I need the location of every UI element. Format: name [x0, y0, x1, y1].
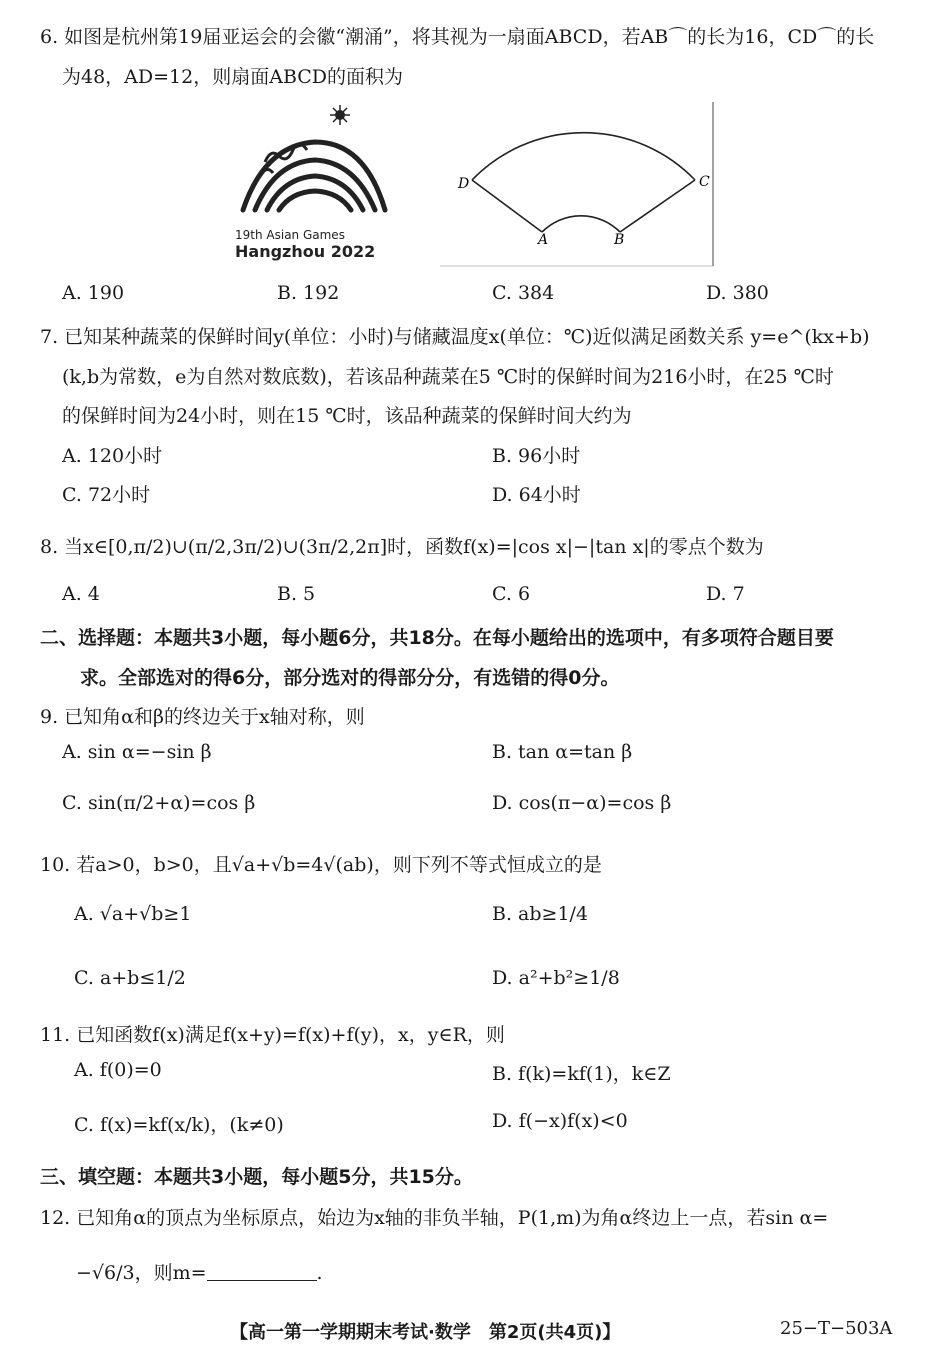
q11-option-b: B. f(k)=kf(1)，k∈Z: [492, 1063, 671, 1085]
section3-heading: 三、填空题：本题共3小题，每小题5分，共15分。: [40, 1166, 473, 1188]
fan-label-a: A: [538, 232, 549, 248]
q12-answer-blank[interactable]: [207, 1280, 317, 1281]
q9-stem-line1: 9. 已知角α和β的终边关于x轴对称，则: [40, 706, 365, 728]
asian-games-logo: [235, 100, 395, 268]
q12-line2-suffix: .: [316, 1262, 323, 1284]
q6-option-c: C. 384: [492, 282, 555, 304]
q9-option-a: A. sin α=−sin β: [62, 741, 212, 763]
section2-heading-line2: 求。全部选对的得6分，部分选对的得部分分，有选错的得0分。: [80, 667, 620, 689]
q10-option-a: A. √a+√b≥1: [74, 903, 192, 925]
q12-line2-prefix: −√6/3，则m=: [76, 1262, 207, 1284]
q7-option-c: C. 72小时: [62, 484, 151, 506]
q7-stem-line2: (k,b为常数，e为自然对数底数)，若该品种蔬菜在5 ℃时的保鲜时间为216小时，在25 ℃时: [62, 366, 834, 388]
q6-option-b: B. 192: [277, 282, 340, 304]
q8-option-b: B. 5: [277, 583, 316, 605]
q11-option-a: A. f(0)=0: [74, 1059, 162, 1081]
q7-option-b: B. 96小时: [492, 445, 581, 467]
q7-option-d: D. 64小时: [492, 484, 581, 506]
q7-option-a: A. 120小时: [62, 445, 163, 467]
logo-text-line2: Hangzhou 2022: [235, 242, 376, 261]
q9-option-d: D. cos(π−α)=cos β: [492, 792, 672, 814]
q11-option-c: C. f(x)=kf(x/k)，(k≠0): [74, 1114, 284, 1136]
q6-option-d: D. 380: [706, 282, 769, 304]
q11-stem-line1: 11. 已知函数f(x)满足f(x+y)=f(x)+f(y)，x，y∈R，则: [40, 1024, 505, 1046]
fan-label-b: B: [614, 232, 625, 248]
q12-stem-line1: 12. 已知角α的顶点为坐标原点，始边为x轴的非负半轴，P(1,m)为角α终边上一点，若sin α=: [40, 1207, 829, 1229]
q10-stem-line1: 10. 若a>0，b>0，且√a+√b=4√(ab)，则下列不等式恒成立的是: [40, 854, 602, 876]
q6-stem-line2: 为48，AD=12，则扇面ABCD的面积为: [62, 66, 404, 88]
q10-option-c: C. a+b≤1/2: [74, 967, 186, 989]
q10-option-b: B. ab≥1/4: [492, 903, 589, 925]
logo-text-line1: 19th Asian Games: [235, 228, 345, 242]
q7-stem-line3: 的保鲜时间为24小时，则在15 ℃时，该品种蔬菜的保鲜时间大约为: [62, 405, 632, 427]
q6-option-a: A. 190: [62, 282, 125, 304]
q10-option-d: D. a²+b²≥1/8: [492, 967, 620, 989]
page-footer-title: 【高一第一学期期末考试·数学 第2页(共4页)】: [230, 1322, 621, 1343]
q8-option-c: C. 6: [492, 583, 531, 605]
logo-emblem-icon: [235, 100, 395, 268]
q7-stem-line1: 7. 已知某种蔬菜的保鲜时间y(单位：小时)与储藏温度x(单位：℃)近似满足函数关系 y=e^(kx+b): [40, 326, 870, 348]
fan-label-d: D: [458, 176, 470, 192]
q8-stem-line1: 8. 当x∈[0,π/2)∪(π/2,3π/2)∪(3π/2,2π]时，函数f(x)=|cos x|−|tan x|的零点个数为: [40, 536, 764, 558]
page-footer-code: 25−T−503A: [780, 1318, 893, 1339]
q12-stem-line2: [76, 1258, 323, 1285]
q6-stem-line1: 6. 如图是杭州第19届亚运会的会徽“潮涌”，将其视为一扇面ABCD，若AB⌒的长为16，CD⌒的长: [40, 26, 875, 48]
q11-option-d: D. f(−x)f(x)<0: [492, 1110, 628, 1132]
fan-label-c: C: [699, 174, 710, 190]
q9-option-b: B. tan α=tan β: [492, 741, 633, 763]
q8-option-d: D. 7: [706, 583, 745, 605]
section2-heading-line1: 二、选择题：本题共3小题，每小题6分，共18分。在每小题给出的选项中，有多项符合题目要: [40, 627, 834, 649]
q9-option-c: C. sin(π/2+α)=cos β: [62, 792, 256, 814]
q8-option-a: A. 4: [62, 583, 100, 605]
fan-diagram: [440, 100, 715, 270]
